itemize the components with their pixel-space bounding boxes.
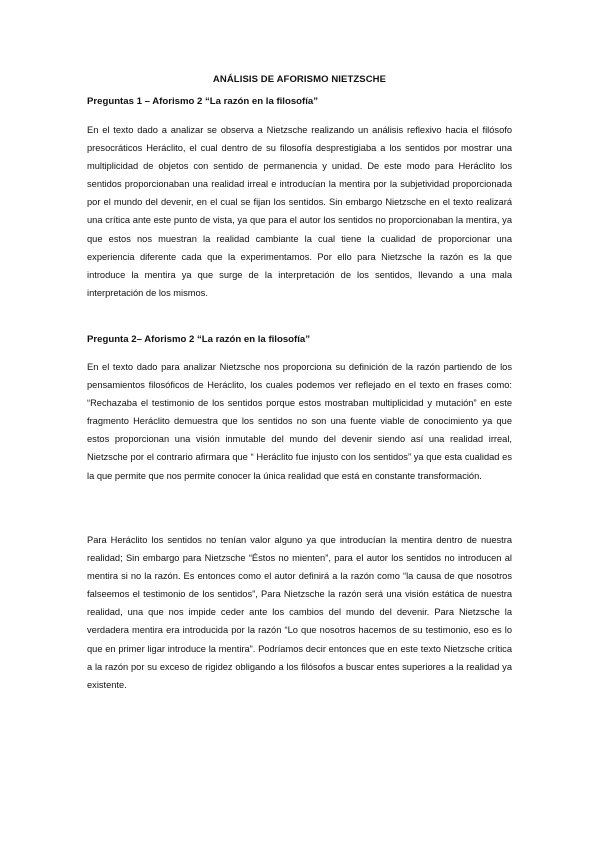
section-1-paragraph-1: En el texto dado a analizar se observa a Nietzsche realizando un análisis reflexivo hacia el filósofo presocráticos Heráclito, el cual dentro de su filosofía desprestigiaba a los sentidos por mostrar una multiplicidad de objetos con sentido de permanencia y unidad. De este modo para Heráclito los sentidos proporcionaban una realidad irreal e introducían la mentira por la subjetividad proporcionada por el mundo del devenir, en el cual se fijan los sentidos. Sin embargo Nietzsche en el texto realizará una crítica ante este punto de vista, ya que para el autor los sentidos no proporcionaban la mentira, ya que estos nos muestran la realidad cambiante la cual tiene la cualidad de proporcionar una experiencia diferente cada que la experimentamos. Por ello para Nietzsche la razón es la que introduce la mentira ya que surge de la interpretación de los sentidos, llevando a una mala interpretación de los mismos.	[87, 125, 512, 298]
section-2-paragraph-1: En el texto dado para analizar Nietzsche nos proporciona su definición de la razón partiendo de los pensamientos filosóficos de Heráclito, los cuales podemos ver reflejado en el texto en frases como: “Rechazaba el testimonio de los sentidos porque estos mostraban multiplicidad y mutación” en este fragmento Heráclito demuestra que los sentidos no son una fuente viable de conocimiento ya que estos proporcionan una visión inmutable del mundo del devenir siendo así una realidad irreal, Nietzsche por el contrario afirmara que “ Heráclito fue injusto con los sentidos” ya que esta cualidad es la que permite que nos permite conocer la única realidad que está en constante transformación.	[87, 362, 512, 481]
section-2-paragraph-2: Para Heráclito los sentidos no tenían valor alguno ya que introducían la mentira dentro de nuestra realidad; Sin embargo para Nietzsche “Éstos no mienten”, para el autor los sentidos no introducen al mentira si no la razón. Es entonces como el autor definirá a la razón como “la causa de que nosotros falseemos el testimonio de los sentidos”, Para Nietzsche la razón será una visión estática de nuestra realidad, una que nos impide ceder ante los cambios del mundo del devenir. Para Nietzsche la verdadera mentira era introducida por la razón “Lo que nosotros hacemos de su testimonio, eso es lo que en primer ligar introduce la mentira”. Podríamos decir entonces que en este texto Nietzsche crítica a la razón por su exceso de rigidez obligando a los filósofos a buscar entes superiores a la realidad ya existente.	[87, 535, 512, 690]
document-title: ANÁLISIS DE AFORISMO NIETZSCHE	[212, 74, 387, 85]
section-heading-1: Preguntas 1 – Aforismo 2 “La razón en la filosofía”	[87, 96, 319, 107]
section-heading-2: Pregunta 2– Aforismo 2 “La razón en la filosofía”	[87, 334, 311, 345]
